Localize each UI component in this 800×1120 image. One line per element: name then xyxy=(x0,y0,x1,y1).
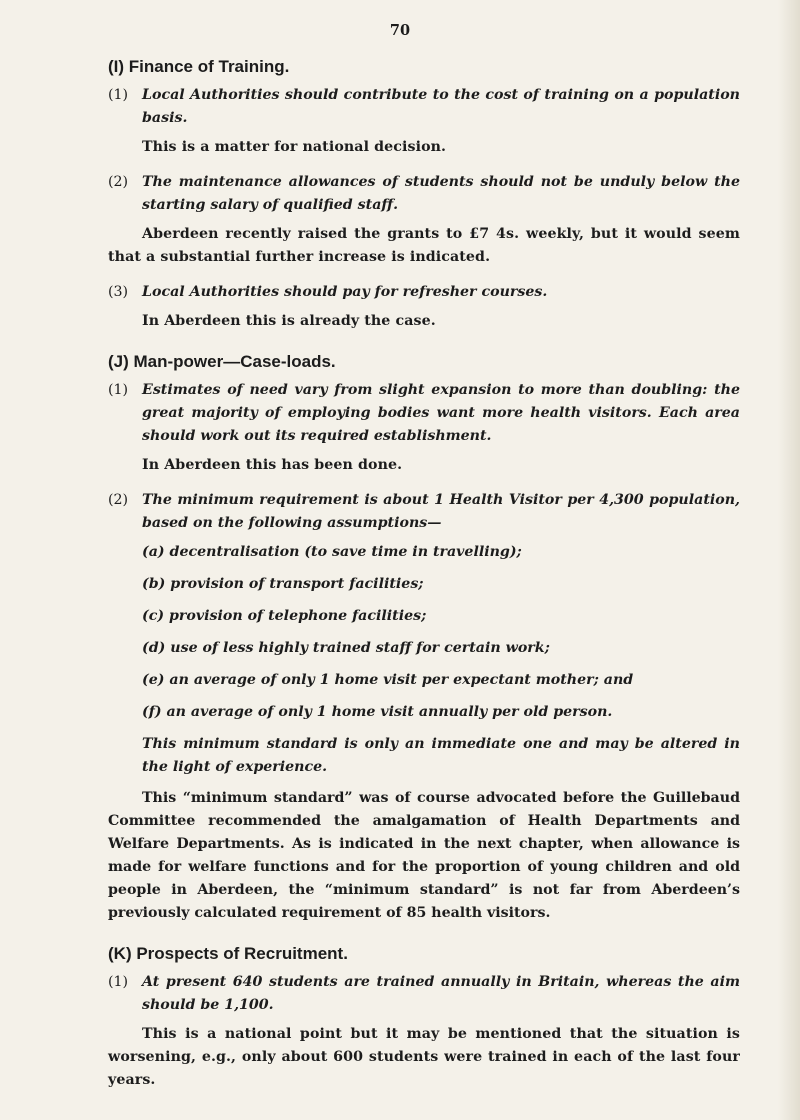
recommendation-text: Local Authorities should contribute to the cost of training on a population basis. xyxy=(142,87,740,126)
item-number: (2) xyxy=(108,492,129,508)
comment-i-2: Aberdeen recently raised the grants to £7 4s. weekly, but it would seem that a substantial further increase is indicated. xyxy=(108,226,740,265)
comment-i-1: This is a matter for national decision. xyxy=(142,139,447,155)
item-number: (1) xyxy=(108,974,129,990)
comment-k-1: This is a national point but it may be mentioned that the situation is worsening, e.g., only about 600 students were trained in each of the last four years. xyxy=(108,1026,740,1088)
page-number: 70 xyxy=(389,22,411,39)
section-heading-finance: (I) Finance of Training. xyxy=(108,57,290,76)
recommendation-text: The minimum requirement is about 1 Health Visitor per 4,300 population, based on the following assumptions— xyxy=(142,492,740,531)
page-content xyxy=(108,56,740,1104)
recommendation-text: The maintenance allowances of students should not be unduly below the starting salary of qualified staff. xyxy=(142,174,740,213)
assumption-item: (e) an average of only 1 home visit per expectant mother; and xyxy=(142,672,634,688)
minimum-standard-paragraph: This “minimum standard” was of course advocated before the Guillebaud Committee recommended the amalgamation of Health Departments and Welfare Departments. As is indicated in the next chapter, when allowance is made for welfare functions and for the proportion of young children and old people in Aberdeen, the “minimum standard” is not far from Aberdeen’s previously calculated requirement of 85 health visitors. xyxy=(108,790,740,921)
assumption-item: (b) provision of transport facilities; xyxy=(142,576,424,592)
comment-i-3: In Aberdeen this is already the case. xyxy=(142,313,436,329)
assumption-item: (c) provision of telephone facilities; xyxy=(142,608,427,624)
minimum-standard-note: This minimum standard is only an immediate one and may be altered in the light of experience. xyxy=(142,736,740,775)
item-number: (3) xyxy=(108,284,129,300)
recommendation-text: Estimates of need vary from slight expansion to more than doubling: the great majority of employing bodies want more health visitors. Each area should work out its required establishment. xyxy=(142,382,740,444)
item-number: (1) xyxy=(108,382,129,398)
recommendation-i-3 xyxy=(108,281,740,304)
item-number: (1) xyxy=(108,87,129,103)
assumption-item: (a) decentralisation (to save time in travelling); xyxy=(142,544,522,560)
recommendation-j-2 xyxy=(108,489,740,535)
item-number: (2) xyxy=(108,174,129,190)
recommendation-i-1 xyxy=(108,84,740,130)
assumption-item: (f) an average of only 1 home visit annually per old person. xyxy=(142,704,613,720)
recommendation-i-2 xyxy=(108,171,740,217)
comment-j-1: In Aberdeen this has been done. xyxy=(142,457,403,473)
recommendation-text: Local Authorities should pay for refresher courses. xyxy=(142,284,548,300)
section-heading-recruitment: (K) Prospects of Recruitment. xyxy=(108,944,348,963)
recommendation-j-1 xyxy=(108,379,740,448)
assumption-item: (d) use of less highly trained staff for certain work; xyxy=(142,640,550,656)
recommendation-text: At present 640 students are trained annually in Britain, whereas the aim should be 1,100. xyxy=(142,974,740,1013)
recommendation-k-1 xyxy=(108,971,740,1017)
section-heading-manpower: (J) Man-power—Case-loads. xyxy=(108,352,336,371)
page-edge-shadow xyxy=(778,0,800,1120)
